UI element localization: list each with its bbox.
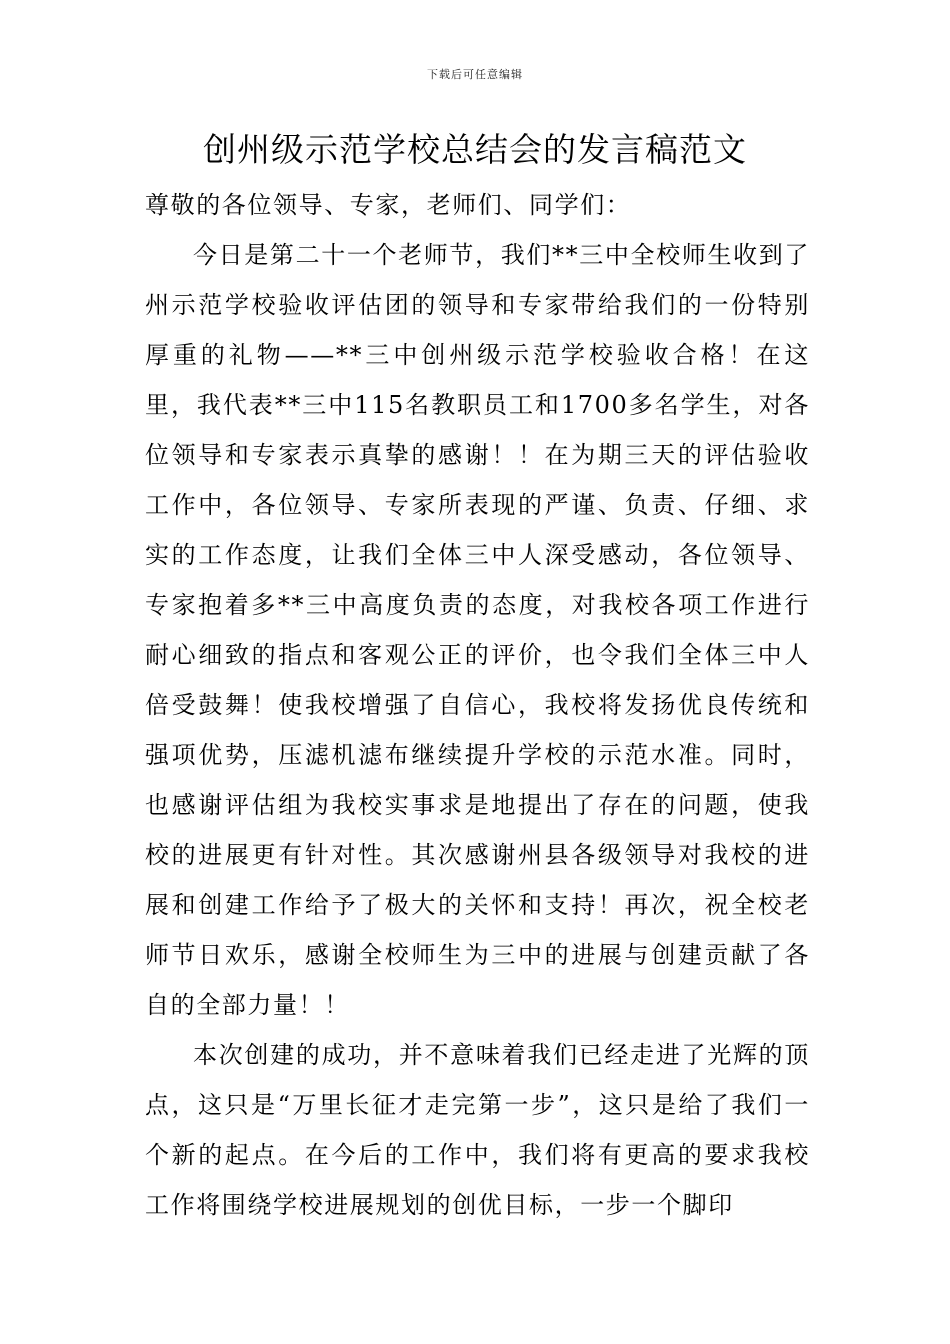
document-body [145, 180, 810, 1230]
paragraph-1: 今日是第二十一个老师节，我们**三中全校师生收到了州示范学校验收评估团的领导和专家带给我们的一份特别厚重的礼物——**三中创州级示范学校验收合格！在这里，我代表**三中115名教职员工和1700多名学生，对各位领导和专家表示真挚的感谢！！在为期三天的评估验收工作中，各位领导、专家所表现的严谨、负责、仔细、求实的工作态度，让我们全体三中人深受感动，各位领导、专家抱着多**三中高度负责的态度，对我校各项工作进行耐心细致的指点和客观公正的评价，也令我们全体三中人倍受鼓舞！使我校增强了自信心，我校将发扬优良传统和强项优势，压滤机滤布继续提升学校的示范水准。同时，也感谢评估组为我校实事求是地提出了存在的问题，使我校的进展更有针对性。其次感谢州县各级领导对我校的进展和创建工作给予了极大的关怀和支持！再次，祝全校老师节日欢乐，感谢全校师生为三中的进展与创建贡献了各自的全部力量！！ [145, 241, 810, 1019]
header-note: 下载后可任意编辑 [427, 68, 523, 81]
paragraph-2: 本次创建的成功，并不意味着我们已经走进了光辉的顶点，这只是“万里长征才走完第一步”，这只是给了我们一个新的起点。在今后的工作中，我们将有更高的要求我校工作将围绕学校进展规划的创优目标，一步一个脚印 [145, 1041, 810, 1219]
salutation: 尊敬的各位领导、专家，老师们、同学们： [145, 191, 632, 219]
document-title: 创州级示范学校总结会的发言稿范文 [203, 130, 747, 169]
